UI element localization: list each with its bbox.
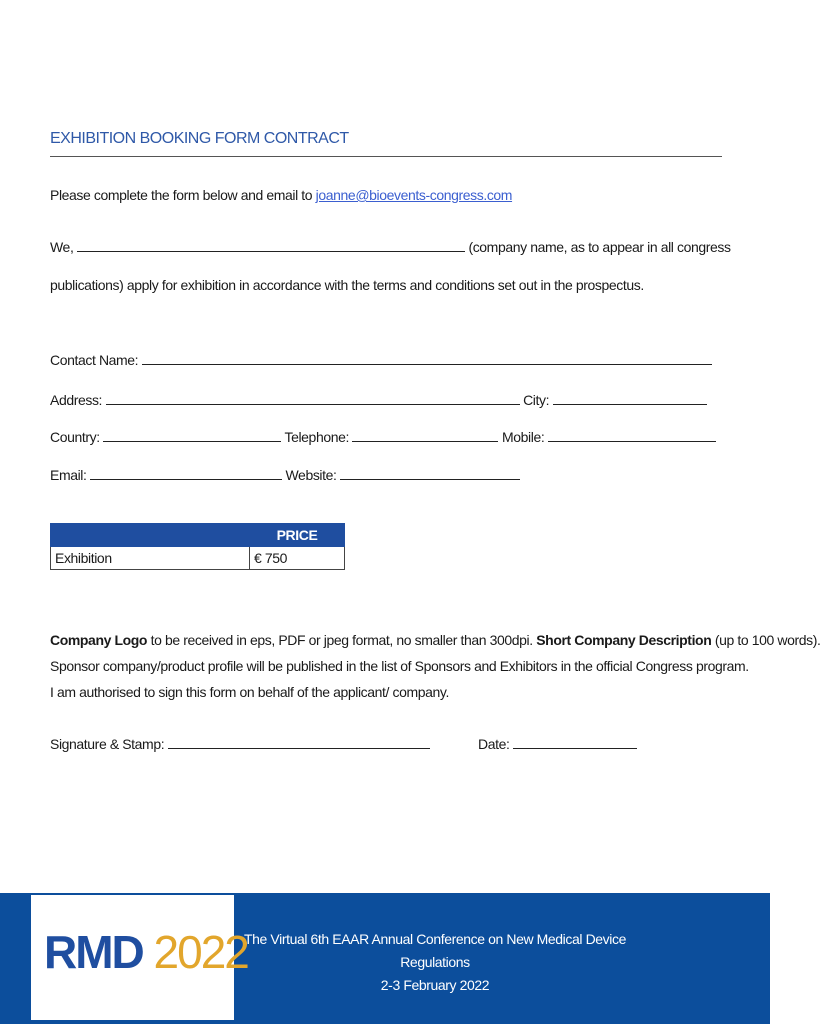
price-item: Exhibition xyxy=(51,547,250,570)
telephone-label: Telephone: xyxy=(284,429,349,445)
signature-field[interactable] xyxy=(168,735,430,749)
city-field[interactable] xyxy=(553,391,707,405)
price-table-header-blank xyxy=(51,524,250,547)
price-value: € 750 xyxy=(250,547,345,570)
mobile-label: Mobile: xyxy=(501,429,545,445)
contact-name-row xyxy=(50,351,712,368)
country-field[interactable] xyxy=(103,428,281,442)
conference-dates: 2-3 February 2022 xyxy=(380,977,490,993)
date-field[interactable] xyxy=(513,735,637,749)
contact-email-link[interactable]: joanne@bioevents-congress.com xyxy=(315,187,513,203)
price-table-header xyxy=(51,524,345,547)
country-row xyxy=(50,428,716,445)
address-label: Address: xyxy=(50,392,103,408)
logo-note xyxy=(50,632,821,648)
address-row xyxy=(50,391,707,408)
contact-name-field[interactable] xyxy=(142,351,712,365)
company-name-field[interactable] xyxy=(77,238,465,252)
signature-label: Signature & Stamp: xyxy=(50,736,165,752)
price-header: PRICE xyxy=(250,524,345,547)
intro-text: Please complete the form below and email to xyxy=(50,187,316,203)
telephone-field[interactable] xyxy=(352,428,498,442)
footer-text xyxy=(240,928,630,997)
date-label: Date: xyxy=(478,736,510,752)
company-name-line-2: publications) apply for exhibition in accordance with the terms and conditions set out in the prospectus. xyxy=(50,277,644,293)
contact-name-label: Contact Name: xyxy=(50,352,139,368)
website-label: Website: xyxy=(285,467,337,483)
website-field[interactable] xyxy=(340,466,520,480)
signature-row xyxy=(50,735,430,752)
email-row xyxy=(50,466,520,483)
logo-year: 2022 xyxy=(153,926,248,978)
country-label: Country: xyxy=(50,429,100,445)
authorised-note: I am authorised to sign this form on behalf of the applicant/ company. xyxy=(50,684,449,700)
desc-note-bold: Short Company Description xyxy=(536,632,712,648)
form-title: EXHIBITION BOOKING FORM CONTRACT xyxy=(50,130,722,157)
email-label: Email: xyxy=(50,467,87,483)
profile-note: Sponsor company/product profile will be published in the list of Sponsors and Exhibitors in the official Congress program. xyxy=(50,658,749,674)
desc-note-text: (up to 100 words). xyxy=(711,632,821,648)
address-field[interactable] xyxy=(106,391,520,405)
we-label: We, xyxy=(50,239,74,255)
logo-note-text: to be received in eps, PDF or jpeg format, no smaller than 300dpi. xyxy=(147,632,537,648)
logo-rmd: RMD xyxy=(44,926,143,978)
table-row xyxy=(51,547,345,570)
price-table xyxy=(50,523,345,570)
conference-logo-text xyxy=(44,925,248,979)
mobile-field[interactable] xyxy=(548,428,716,442)
intro-line xyxy=(50,187,512,203)
company-name-line xyxy=(50,238,731,255)
conference-name: The Virtual 6th EAAR Annual Conference on New Medical Device Regulations xyxy=(244,931,626,970)
company-name-hint: (company name, as to appear in all congress xyxy=(468,239,731,255)
logo-note-bold: Company Logo xyxy=(50,632,148,648)
date-row xyxy=(478,735,637,752)
email-field[interactable] xyxy=(90,466,282,480)
city-label: City: xyxy=(523,392,550,408)
